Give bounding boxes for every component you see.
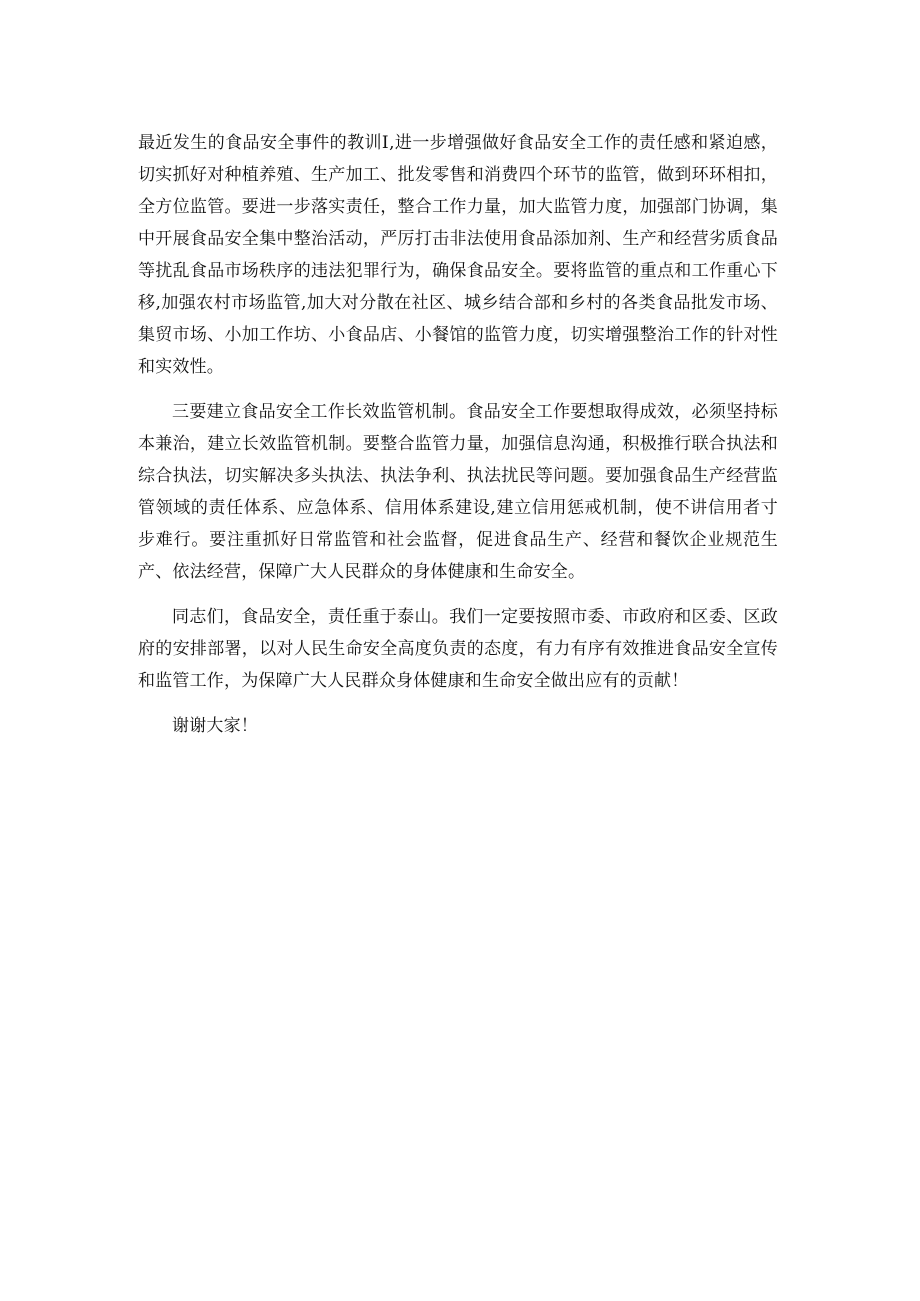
document-body	[138, 127, 778, 755]
paragraph-long-term-mechanism: 三要建立食品安全工作长效监管机制。食品安全工作要想取得成效，必须坚持标本兼治，建立长效监管机制。要整合监管力量，加强信息沟通，积极推行联合执法和综合执法，切实解决多头执法、执法争利、执法扰民等问题。要加强食品生产经营监管领域的责任体系、应急体系、信用体系建设,建立信用惩戒机制，使不讲信用者寸步难行。要注重抓好日常监管和社会监督，促进食品生产、经营和餐饮企业规范生产、依法经营，保障广大人民群众的身体健康和生命安全。	[138, 402, 778, 582]
paragraph-thanks: 谢谢大家！	[172, 716, 258, 736]
paragraph-food-safety-supervision: 最近发生的食品安全事件的教训Ⅰ,进一步增强做好食品安全工作的责任感和紧迫感，切实抓好对种植养殖、生产加工、批发零售和消费四个环节的监管，做到环环相扣，全方位监管。要进一步落实责任，整合工作力量，加大监管力度，加强部门协调，集中开展食品安全集中整治活动，严厉打击非法使用食品添加剂、生产和经营劣质食品等扰乱食品市场秩序的违法犯罪行为，确保食品安全。要将监管的重点和工作重心下移,加强农村市场监管,加大对分散在社区、城乡结合部和乡村的各类食品批发市场、集贸市场、小加工作坊、小食品店、小餐馆的监管力度，切实增强整治工作的针对性和实效性。	[138, 133, 778, 377]
paragraph-closing-remarks: 同志们，食品安全，责任重于泰山。我们一定要按照市委、市政府和区委、区政府的安排部署，以对人民生命安全高度负责的态度，有力有序有效推进食品安全宣传和监管工作，为保障广大人民群众身体健康和生命安全做出应有的贡献！	[138, 607, 778, 691]
